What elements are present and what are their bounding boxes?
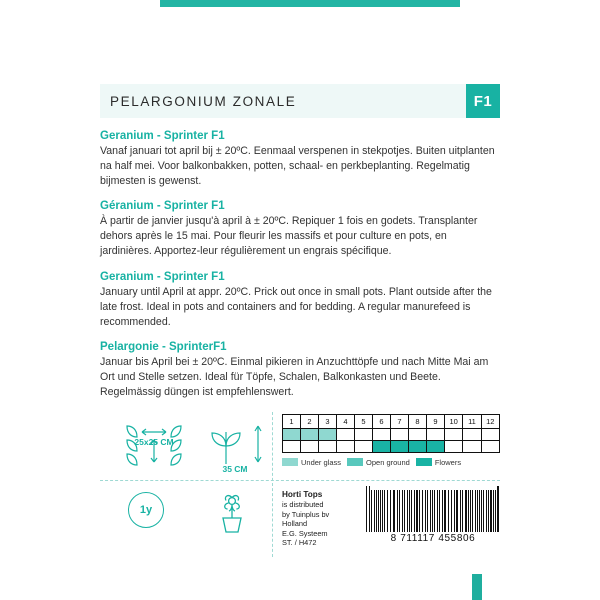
description-body-en: January until April at appr. 20ºC. Prick out once in small pots. Plant outside after the late frost. Ideal in pots and containers and for bedding. A regular manurefeed is recommended.: [100, 285, 492, 328]
calendar-month: 12: [481, 414, 499, 428]
description-block-de: [100, 341, 500, 399]
top-accent-bar: [160, 0, 460, 7]
description-body-nl: Vanaf januari tot april bij ± 20ºC. Eenmaal verspenen in stekpotjes. Buiten uitplanten na half mei. Voor balkonbakken, potten, schaal- en perkbeplanting. Regelmatig bijmesten is gewenst.: [100, 145, 495, 187]
calendar-cell: [319, 428, 337, 440]
distributor-line-4: E.G. Systeem: [282, 528, 328, 538]
calendar-cell: [463, 440, 481, 452]
legend-swatch-open-ground: [347, 458, 363, 466]
bottom-accent-mark: [472, 574, 482, 600]
calendar-cell: [337, 428, 355, 440]
legend-label-flowers: Flowers: [434, 457, 462, 467]
calendar-month: 10: [445, 414, 463, 428]
description-block-fr: [100, 200, 500, 258]
calendar-row-under-glass: [283, 428, 500, 440]
description-body-de: Januar bis April bei ± 20ºC. Einmal pikieren in Anzuchttöpfe und nach Mitte Mai am Ort und Stelle setzen. Ideal für Töpfe, Schalen, Balkonkasten und Beete. Regelmässig düngen ist empfehlenswert.: [100, 356, 489, 399]
plant-spacing-label: 25x25 CM: [134, 436, 174, 447]
description-body-fr: À partir de janvier jusqu'à april à ± 20ºC. Repiquer 1 fois en godets. Transplanter dehors après le 15 mai. Pour fleurir les massifs et pour culture en pots, en jardinières. Apportez-leur régulièrement un engrais spécifique.: [100, 215, 478, 258]
plant-height-label: 35 CM: [222, 463, 248, 474]
distributor-line-1: is distributed: [282, 500, 324, 510]
legend-label-under-glass: Under glass: [301, 457, 342, 467]
legend-swatch-flowers: [416, 458, 432, 466]
info-panel: [100, 412, 500, 557]
calendar-month: 2: [301, 414, 319, 428]
legend-swatch-under-glass: [282, 458, 298, 466]
calendar-cell: [391, 440, 409, 452]
calendar-cell: [445, 440, 463, 452]
calendar-month: 4: [337, 414, 355, 428]
duration-icon: 1y: [128, 492, 164, 528]
description-heading-fr: Géranium - Sprinter F1: [100, 200, 225, 213]
calendar-row-flowers: [283, 440, 500, 452]
calendar-month: 11: [463, 414, 481, 428]
calendar-cell: [355, 428, 373, 440]
calendar-month: 1: [283, 414, 301, 428]
barcode: [366, 486, 500, 548]
calendar-cell: [409, 440, 427, 452]
calendar-cell: [481, 428, 499, 440]
distributor-name: Horti Tops: [282, 489, 323, 499]
calendar-cell: [409, 428, 427, 440]
calendar-cell: [463, 428, 481, 440]
calendar-cell: [283, 428, 301, 440]
calendar-cell: [427, 428, 445, 440]
distributor-line-3: Holland: [282, 519, 308, 529]
calendar-cell: [373, 428, 391, 440]
calendar-month-header: [283, 414, 500, 428]
calendar-cell: [373, 440, 391, 452]
calendar-month: 9: [427, 414, 445, 428]
calendar-month: 3: [319, 414, 337, 428]
distributor-info: [282, 490, 329, 548]
calendar-cell: [283, 440, 301, 452]
panel-vertical-divider: [272, 412, 273, 557]
description-heading-de: Pelargonie - SprinterF1: [100, 341, 227, 354]
calendar-legend: [282, 458, 500, 467]
calendar-month: 7: [391, 414, 409, 428]
description-block-nl: [100, 130, 500, 188]
calendar-cell: [481, 440, 499, 452]
calendar-month: 6: [373, 414, 391, 428]
description-blocks: [100, 118, 500, 400]
calendar-cell: [337, 440, 355, 452]
legend-item-flowers: [416, 458, 461, 467]
distributor-line-2: by Tuinplus bv: [282, 509, 330, 519]
page-title: PELARGONIUM ZONALE: [110, 93, 297, 109]
pictogram-group: [100, 412, 272, 516]
calendar-cell: [391, 428, 409, 440]
panel-horizontal-divider: [100, 480, 500, 481]
calendar-cell: [319, 440, 337, 452]
legend-label-open-ground: Open ground: [366, 457, 410, 467]
legend-item-under-glass: [282, 458, 341, 467]
description-heading-nl: Geranium - Sprinter F1: [100, 130, 225, 142]
calendar-table: [282, 414, 500, 453]
calendar-month: 8: [409, 414, 427, 428]
calendar-cell: [427, 440, 445, 452]
barcode-number: 8 711117 455806: [390, 532, 476, 544]
calendar-month: 5: [355, 414, 373, 428]
distributor-line-5: ST. / H472: [282, 538, 317, 548]
pot-plant-icon: [208, 488, 256, 536]
calendar-cell: [445, 428, 463, 440]
packet-header: [100, 84, 500, 118]
seed-packet-back: [100, 84, 500, 557]
sowing-calendar: [282, 414, 500, 467]
f1-badge: F1: [466, 84, 500, 118]
calendar-cell: [301, 428, 319, 440]
legend-item-open-ground: [347, 458, 410, 467]
calendar-cell: [355, 440, 373, 452]
description-block-en: [100, 271, 500, 329]
description-heading-en: Geranium - Sprinter F1: [100, 270, 225, 283]
barcode-bars: [366, 486, 500, 532]
calendar-cell: [301, 440, 319, 452]
